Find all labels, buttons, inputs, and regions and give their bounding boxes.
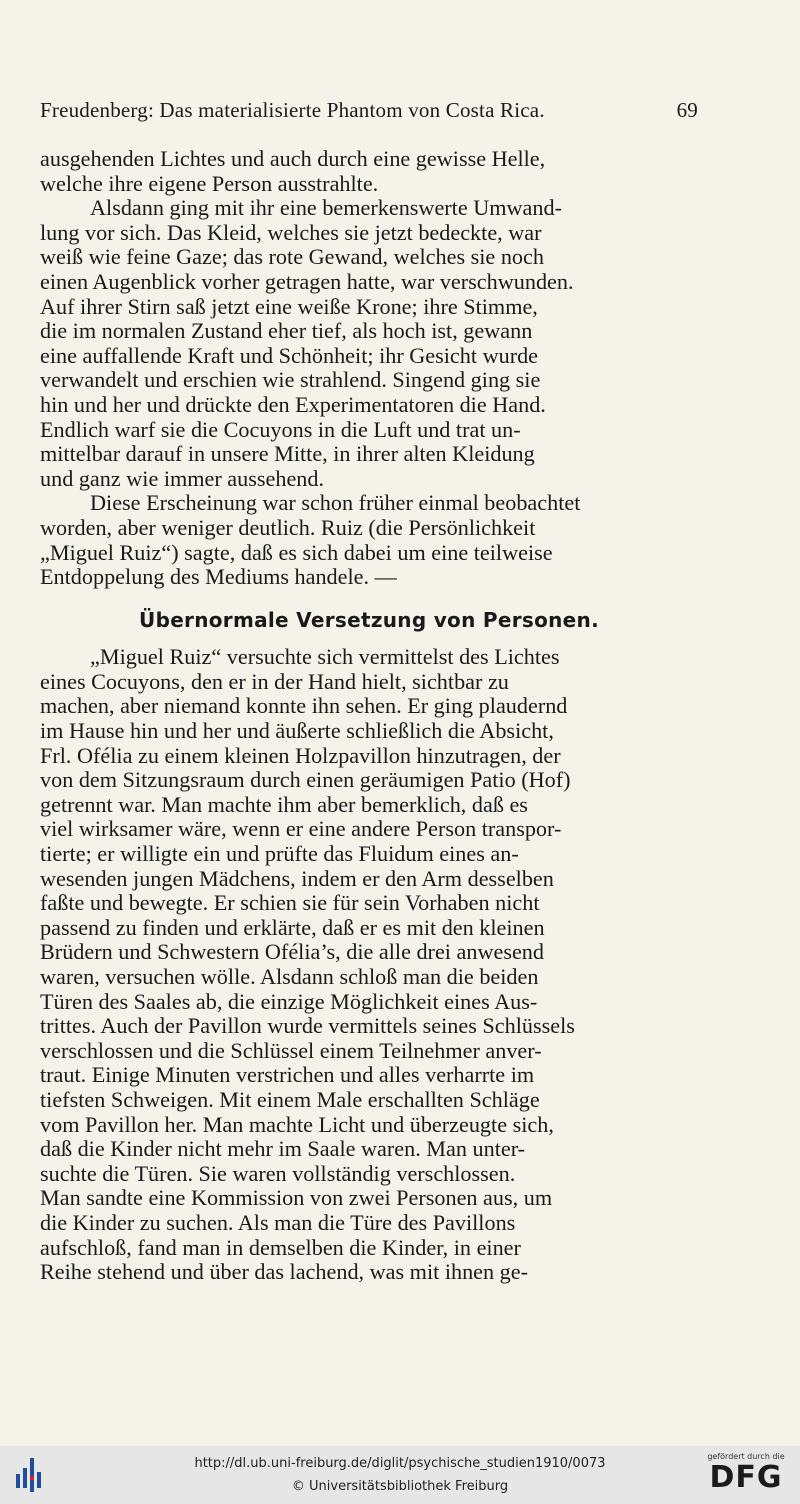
- text-line: die im normalen Zustand eher tief, als hoch ist, gewann: [40, 318, 533, 344]
- paragraph: [40, 147, 698, 196]
- text-line: tiefsten Schweigen. Mit einem Male erschallten Schläge: [40, 1086, 540, 1112]
- text-line: mittelbar darauf in unsere Mitte, in ihrer alten Kleidung: [40, 441, 535, 467]
- paragraph: [40, 196, 698, 491]
- text-line: vom Pavillon her. Man machte Licht und überzeugte sich,: [40, 1111, 554, 1137]
- text-line: tierte; er willigte ein und prüfte das Fluidum eines an-: [40, 841, 519, 867]
- text-line: welche ihre eigene Person ausstrahlte.: [40, 170, 379, 196]
- text-line: verwandelt und erschien wie strahlend. Singend ging sie: [40, 367, 541, 393]
- text-line: trittes. Auch der Pavillon wurde vermittels seines Schlüssels: [40, 1013, 575, 1039]
- text-line: einen Augenblick vorher getragen hatte, war verschwunden.: [40, 268, 574, 294]
- text-line: Entdoppelung des Mediums handele. —: [40, 564, 397, 590]
- text-line: Türen des Saales ab, die einzige Möglichkeit eines Aus-: [40, 988, 538, 1014]
- paragraph: [40, 645, 698, 1284]
- text-line: Frl. Ofélia zu einem kleinen Holzpavillon hinzutragen, der: [40, 742, 561, 768]
- paragraphs-after: [40, 645, 698, 1284]
- text-line: „Miguel Ruiz“) sagte, daß es sich dabei um eine teilweise: [40, 539, 553, 565]
- text-line: die Kinder zu suchen. Als man die Türe des Pavillons: [40, 1209, 516, 1235]
- text-line: eines Cocuyons, den er in der Hand hielt, sichtbar zu: [40, 668, 509, 694]
- footer-copyright: © Universitätsbibliothek Freiburg: [291, 1479, 509, 1494]
- text-line: viel wirksamer wäre, wenn er eine andere Person transpor-: [40, 816, 562, 842]
- text-line: daß die Kinder nicht mehr im Saale waren. Man unter-: [40, 1136, 526, 1162]
- text-line: getrennt war. Man machte ihm aber bemerklich, daß es: [40, 791, 528, 817]
- text-line: Man sandte eine Kommission von zwei Personen aus, um: [40, 1185, 553, 1211]
- running-header: [40, 98, 698, 123]
- dfg-logo[interactable]: [702, 1452, 790, 1500]
- text-line: im Hause hin und her und äußerte schließlich die Absicht,: [40, 718, 554, 744]
- text-line: traut. Einige Minuten verstrichen und alles verharrte im: [40, 1062, 535, 1088]
- text-line: eine auffallende Kraft und Schönheit; ihr Gesicht wurde: [40, 342, 539, 368]
- text-line: weiß wie feine Gaze; das rote Gewand, welches sie noch: [40, 244, 544, 270]
- dfg-caption: gefördert durch die: [707, 1452, 785, 1461]
- footer-url-link[interactable]: http://dl.ub.uni-freiburg.de/diglit/psychische_studien1910/0073: [194, 1456, 606, 1471]
- section-heading: Übernormale Versetzung von Personen.: [139, 607, 599, 632]
- text-line: verschlossen und die Schlüssel einem Teilnehmer anver-: [40, 1037, 542, 1063]
- text-line: faßte und bewegte. Er schien sie für sein Vorhaben nicht: [40, 890, 540, 916]
- text-line: Alsdann ging mit ihr eine bemerkenswerte Umwand-: [90, 195, 562, 221]
- text-line: Brüdern und Schwestern Ofélia’s, die alle drei anwesend: [40, 939, 544, 965]
- paragraph: [40, 491, 698, 589]
- text-line: lung vor sich. Das Kleid, welches sie jetzt bedeckte, war: [40, 219, 542, 245]
- page-number: 69: [676, 98, 698, 122]
- text-line: machen, aber niemand konnte ihn sehen. Er ging plaudernd: [40, 693, 568, 719]
- text-line: wesenden jungen Mädchens, indem er den Arm desselben: [40, 865, 554, 891]
- footer-bar: [0, 1446, 800, 1504]
- text-line: suchte die Türen. Sie waren vollständig verschlossen.: [40, 1160, 516, 1186]
- header-title: Freudenberg: Das materialisierte Phantom von Costa Rica.: [40, 98, 545, 122]
- text-line: Diese Erscheinung war schon früher einmal beobachtet: [90, 490, 581, 516]
- text-line: aufschloß, fand man in demselben die Kinder, in einer: [40, 1234, 521, 1260]
- text-line: Endlich warf sie die Cocuyons in die Luft und trat un-: [40, 416, 521, 442]
- text-line: passend zu finden und erklärte, daß er es mit den kleinen: [40, 914, 545, 940]
- text-line: waren, versuchen wölle. Alsdann schloß man die beiden: [40, 964, 539, 989]
- paragraphs-before: [40, 147, 698, 590]
- text-line: von dem Sitzungsraum durch einen geräumigen Patio (Hof): [40, 767, 571, 793]
- text-line: und ganz wie immer aussehend.: [40, 465, 325, 491]
- text-line: Auf ihrer Stirn saß jetzt eine weiße Krone; ihre Stimme,: [40, 293, 538, 319]
- text-line: hin und her und drückte den Experimentatoren die Hand.: [40, 391, 546, 417]
- text-line: Reihe stehend und über das lachend, was mit ihnen ge-: [40, 1259, 528, 1285]
- dfg-logo-text: DFG: [709, 1460, 783, 1495]
- body-text: [40, 147, 698, 1285]
- text-line: ausgehenden Lichtes und auch durch eine gewisse Helle,: [40, 146, 546, 171]
- text-line: „Miguel Ruiz“ versuchte sich vermittelst des Lichtes: [90, 644, 560, 670]
- text-line: worden, aber weniger deutlich. Ruiz (die Persönlichkeit: [40, 514, 536, 540]
